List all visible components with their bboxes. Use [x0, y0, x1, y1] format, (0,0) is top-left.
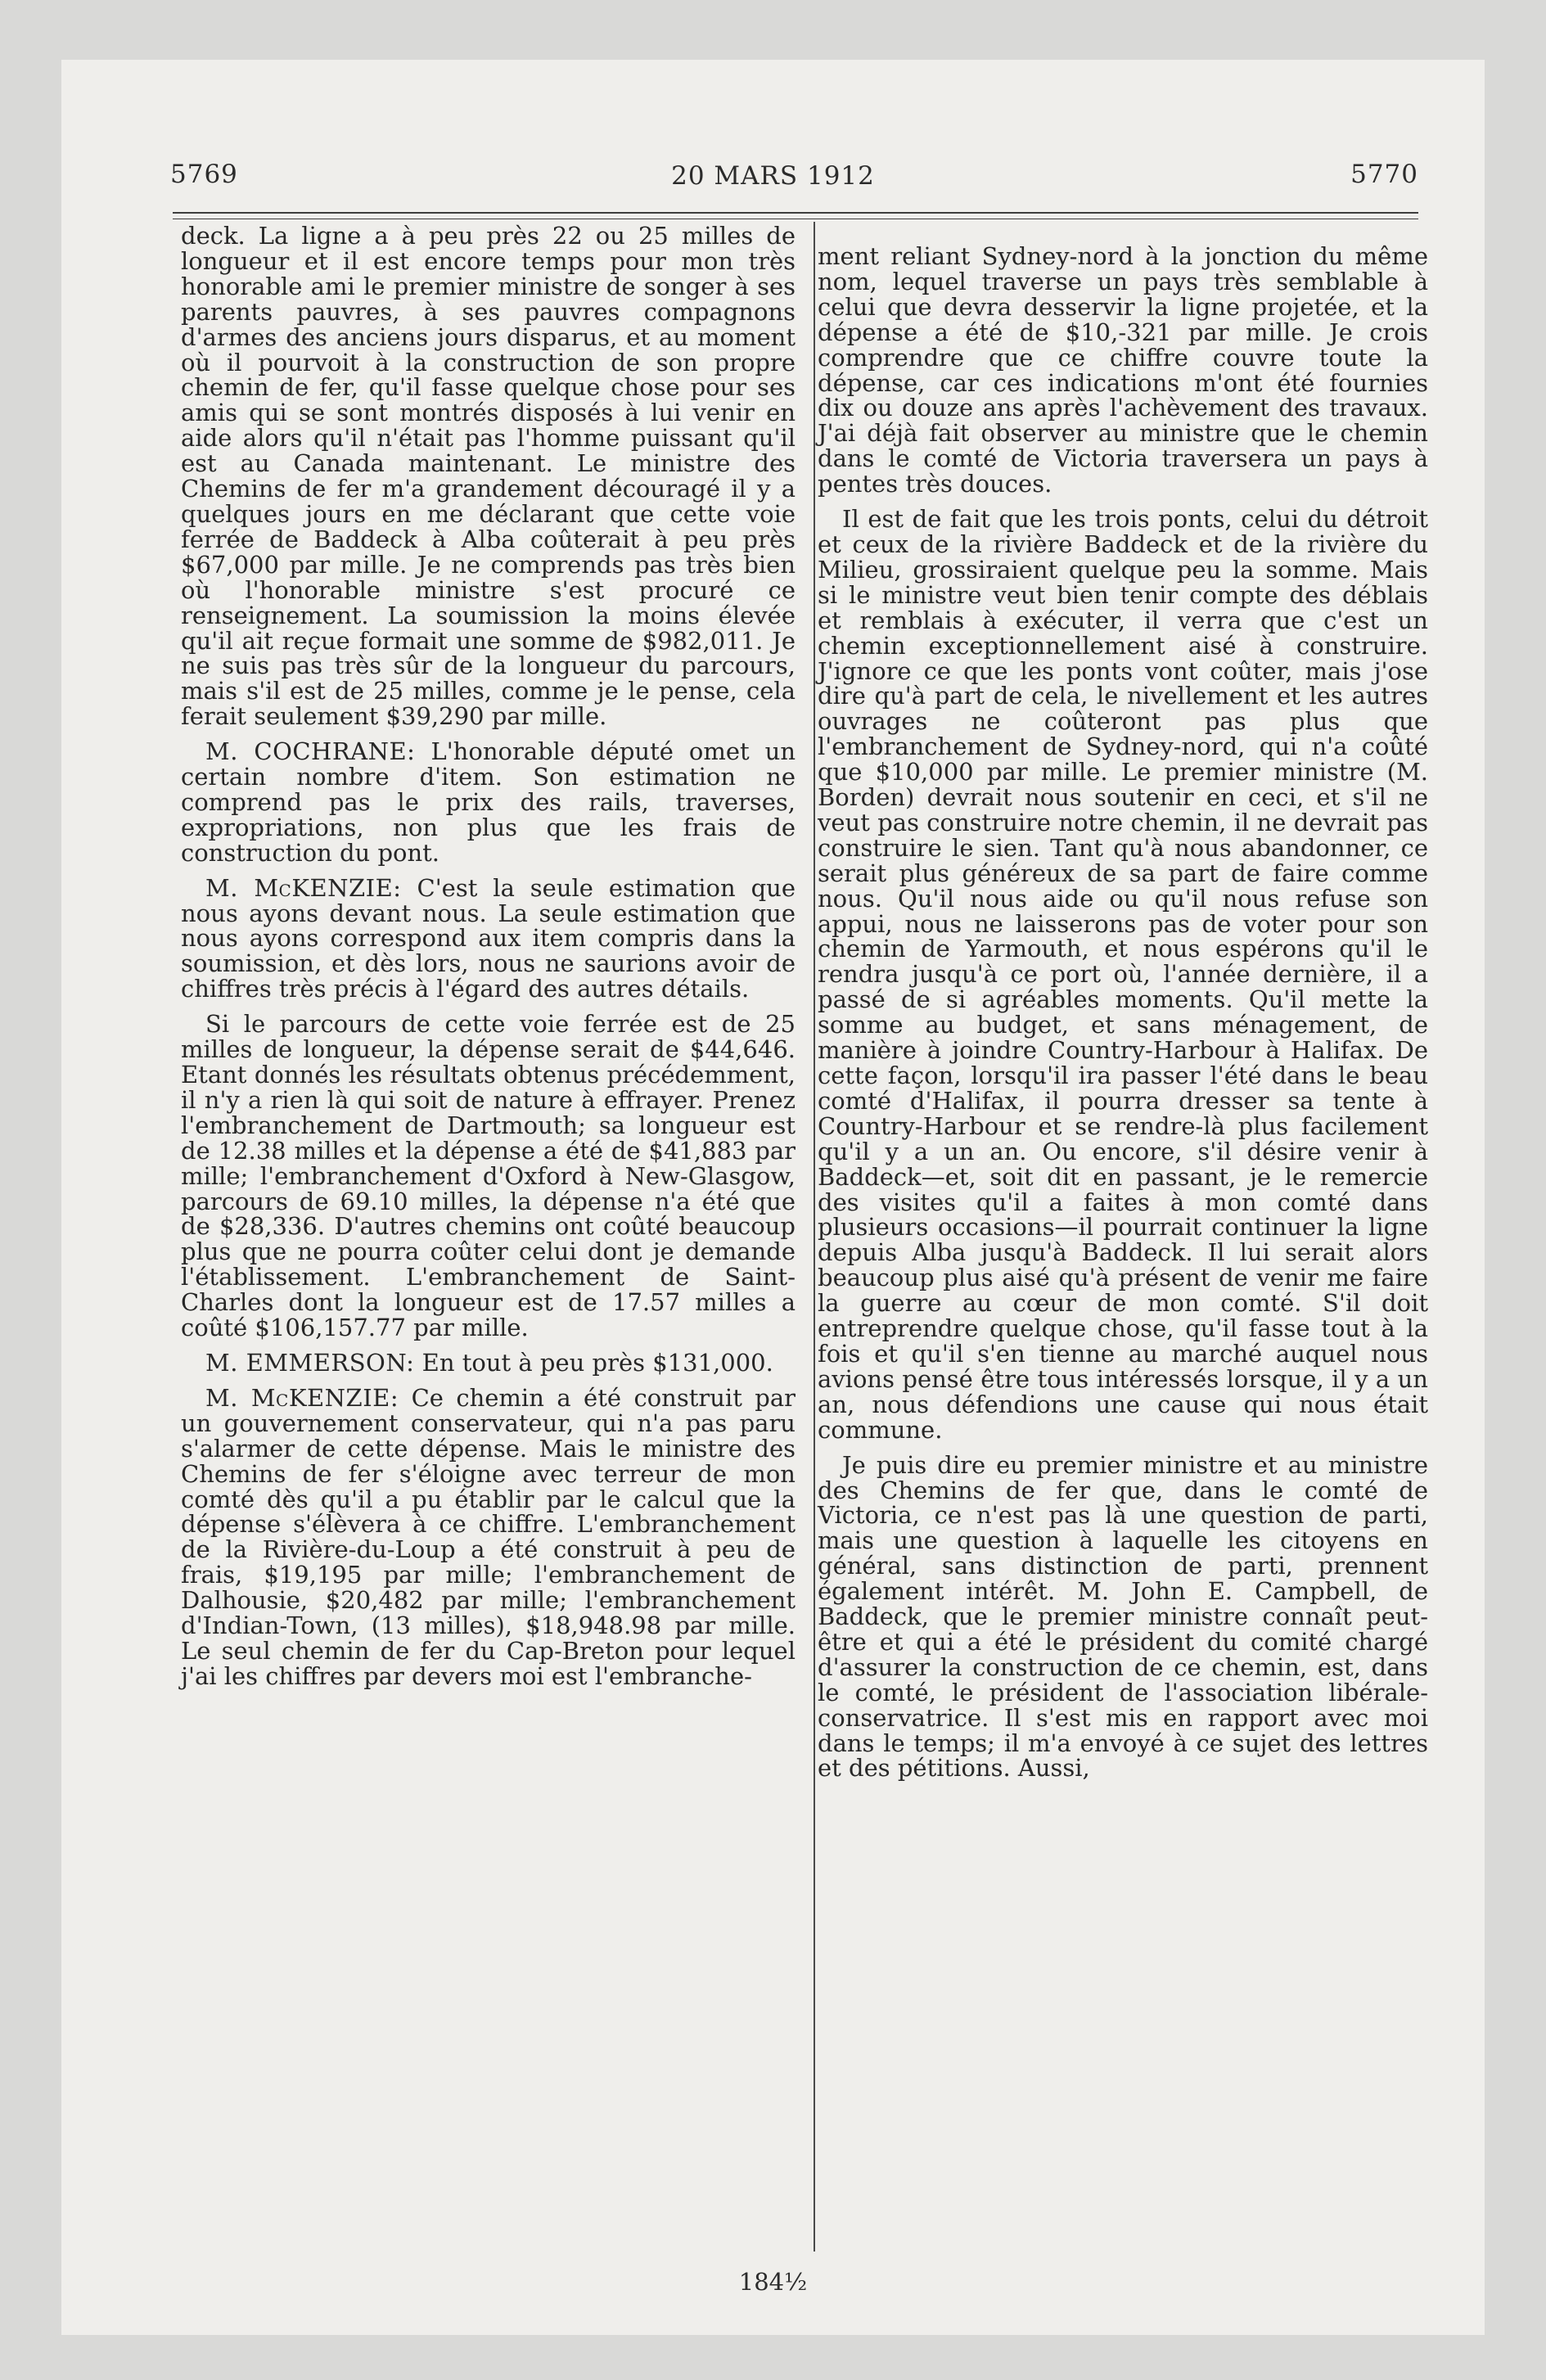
paragraph: [181, 1350, 796, 1376]
speech-text: L'honorable député omet un certain nombre d'item. Son estimation ne comprend pas le prix des rails, traverses, expropriations, non plus que les frais de construction du pont.: [181, 737, 796, 867]
right-column: [818, 244, 1428, 1791]
speaker-name: M. EMMERSON:: [205, 1348, 415, 1377]
header-rule: [173, 212, 1418, 214]
paragraph: [181, 1383, 796, 1690]
paragraph: [181, 739, 796, 866]
paragraph: [181, 873, 796, 1003]
speech-text: En tout à peu près $131,000.: [421, 1348, 773, 1377]
speech-text: Ce chemin a été construit par un gouvernement conservateur, qui n'a pas paru s'alarmer de cette dépense. Mais le ministre des Chemins de fer s'éloigne avec terreur de mon comté dès qu'il a pu établir par le calcul que la dépense s'élèvera à ce chiffre. L'embranchement de la Rivière-du-Loup a été construit à peu de frais, $19,195 par mille; l'embranchement de Dalhousie, $20,482 par mille; l'embranchement d'Indian-Town, (13 milles), $18,948.98 par mille. Le seul chemin de fer du Cap-Breton pour lequel j'ai les chiffres par devers moi est l'embranche-: [181, 1383, 796, 1690]
speaker-name: M. McKENZIE:: [205, 1383, 399, 1412]
speaker-name: M. McKENZIE:: [205, 873, 402, 902]
page-date: 20 MARS 1912: [671, 161, 875, 191]
page-number-right: 5770: [1350, 160, 1418, 189]
paragraph: deck. La ligne a à peu près 22 ou 25 milles de longueur et il est encore temps pour mon très honorable ami le premier ministre de songer à ses parents pauvres, à ses pauvres compagnons d'armes des anciens jours disparus, et au moment où il pourvoit à la construction de son propre chemin de fer, qu'il fasse quelque chose pour ses amis qui se sont montrés disposés à lui venir en aide alors qu'il n'était pas l'homme puissant qu'il est au Canada maintenant. Le ministre des Chemins de fer m'a grandement découragé il y a quelques jours en me déclarant que cette voie ferrée de Baddeck à Alba coûterait à peu près $67,000 par mille. Je ne comprends pas très bien où l'honorable ministre s'est procuré ce renseignement. La soumission la moins élevée qu'il ait reçue formait une somme de $982,011. Je ne suis pas très sûr de la longueur du parcours, mais s'il est de 25 milles, comme je le pense, cela ferait seulement $39,290 par mille.: [181, 222, 796, 731]
speech-text: C'est la seule estimation que nous ayons devant nous. La seule estimation que nous ayons correspond aux item compris dans la soumission, et dès lors, nous ne saurions avoir de chiffres très précis à l'égard des autres détails.: [181, 873, 796, 1003]
paragraph: Si le parcours de cette voie ferrée est de 25 milles de longueur, la dépense serait de $44,646. Etant donnés les résultats obtenus précédemment, il n'y a rien là qui soit de nature à effrayer. Prenez l'embranchement de Dartmouth; sa longueur est de 12.38 milles et la dépense a été de $41,883 par mille; l'embranchement d'Oxford à New-Glasgow, parcours de 69.10 milles, la dépense n'a été que de $28,336. D'autres chemins ont coûté beaucoup plus que ne pourra coûter celui dont je demande l'établissement. L'embranchement de Saint-Charles dont la longueur est de 17.57 milles a coûté $106,157.77 par mille.: [181, 1010, 796, 1342]
left-column: [181, 223, 796, 1699]
column-divider: [814, 222, 815, 2252]
printer-signature: 184½: [738, 2268, 808, 2296]
speaker-name: M. COCHRANE:: [205, 737, 416, 766]
paragraph: Je puis dire eu premier ministre et au ministre des Chemins de fer que, dans le comté de Victoria, ce n'est pas là une question de parti, mais une question à laquelle les citoyens en général, sans distinction de parti, prennent également intérêt. M. John E. Campbell, de Baddeck, que le premier ministre connaît peut-être et qui a été le président du comité chargé d'assurer la construction de ce chemin, est, dans le comté, le président de l'association libérale-conservatrice. Il s'est mis en rapport avec moi dans le temps; il m'a envoyé à ce sujet des lettres et des pétitions. Aussi,: [818, 1450, 1428, 1783]
paragraph: Il est de fait que les trois ponts, celui du détroit et ceux de la rivière Baddeck et de la rivière du Milieu, grossiraient quelque peu la somme. Mais si le ministre veut bien tenir compte des déblais et remblais à exécuter, il verra que c'est un chemin exceptionnellement aisé à construire. J'ignore ce que les ponts vont coûter, mais j'ose dire qu'à part de cela, le nivellement et les autres ouvrages ne coûteront pas plus que l'embranchement de Sydney-nord, qui n'a coûté que $10,000 par mille. Le premier ministre (M. Borden) devrait nous soutenir en ceci, et s'il ne veut pas construire notre chemin, il ne devrait pas construire le sien. Tant qu'à nous abandonner, ce serait plus généreux de sa part de faire comme nous. Qu'il nous aide ou qu'il nous refuse son appui, nous ne laisserons pas de voter pour son chemin de Yarmouth, et nous espérons qu'il le rendra jusqu'à ce port où, l'année dernière, il a passé de si agréables moments. Qu'il mette la somme au budget, et sans ménagement, de manière à joindre Country-Harbour à Halifax. De cette façon, lorsqu'il ira passer l'été dans le beau comté d'Halifax, il pourra dresser sa tente à Country-Harbour et se rendre-là plus facilement qu'il y a un an. Ou encore, s'il désire venir à Baddeck—et, soit dit en passant, je le remercie des visites qu'il a faites à mon comté dans plusieurs occasions—il pourrait continuer la ligne depuis Alba jusqu'à Baddeck. Il lui serait alors beaucoup plus aisé qu'à présent de venir me faire la guerre au cœur de mon comté. S'il doit entreprendre quelque chose, qu'il fasse tout à la fois et qu'il s'en tienne au marché auquel nous avions pensé être tous intéressés lorsque, il y a un an, nous défendions une cause qui nous était commune.: [818, 505, 1428, 1444]
paragraph: ment reliant Sydney-nord à la jonction du même nom, lequel traverse un pays très semblable à celui que devra desservir la ligne projetée, et la dépense a été de $10,-321 par mille. Je crois comprendre que ce chiffre couvre toute la dépense, car ces indications m'ont été fournies dix ou douze ans après l'achèvement des travaux. J'ai déjà fait observer au ministre que le chemin dans le comté de Victoria traversera un pays à pentes très douces.: [818, 242, 1428, 498]
page-number-left: 5769: [170, 160, 238, 189]
document-page: [61, 60, 1485, 2335]
